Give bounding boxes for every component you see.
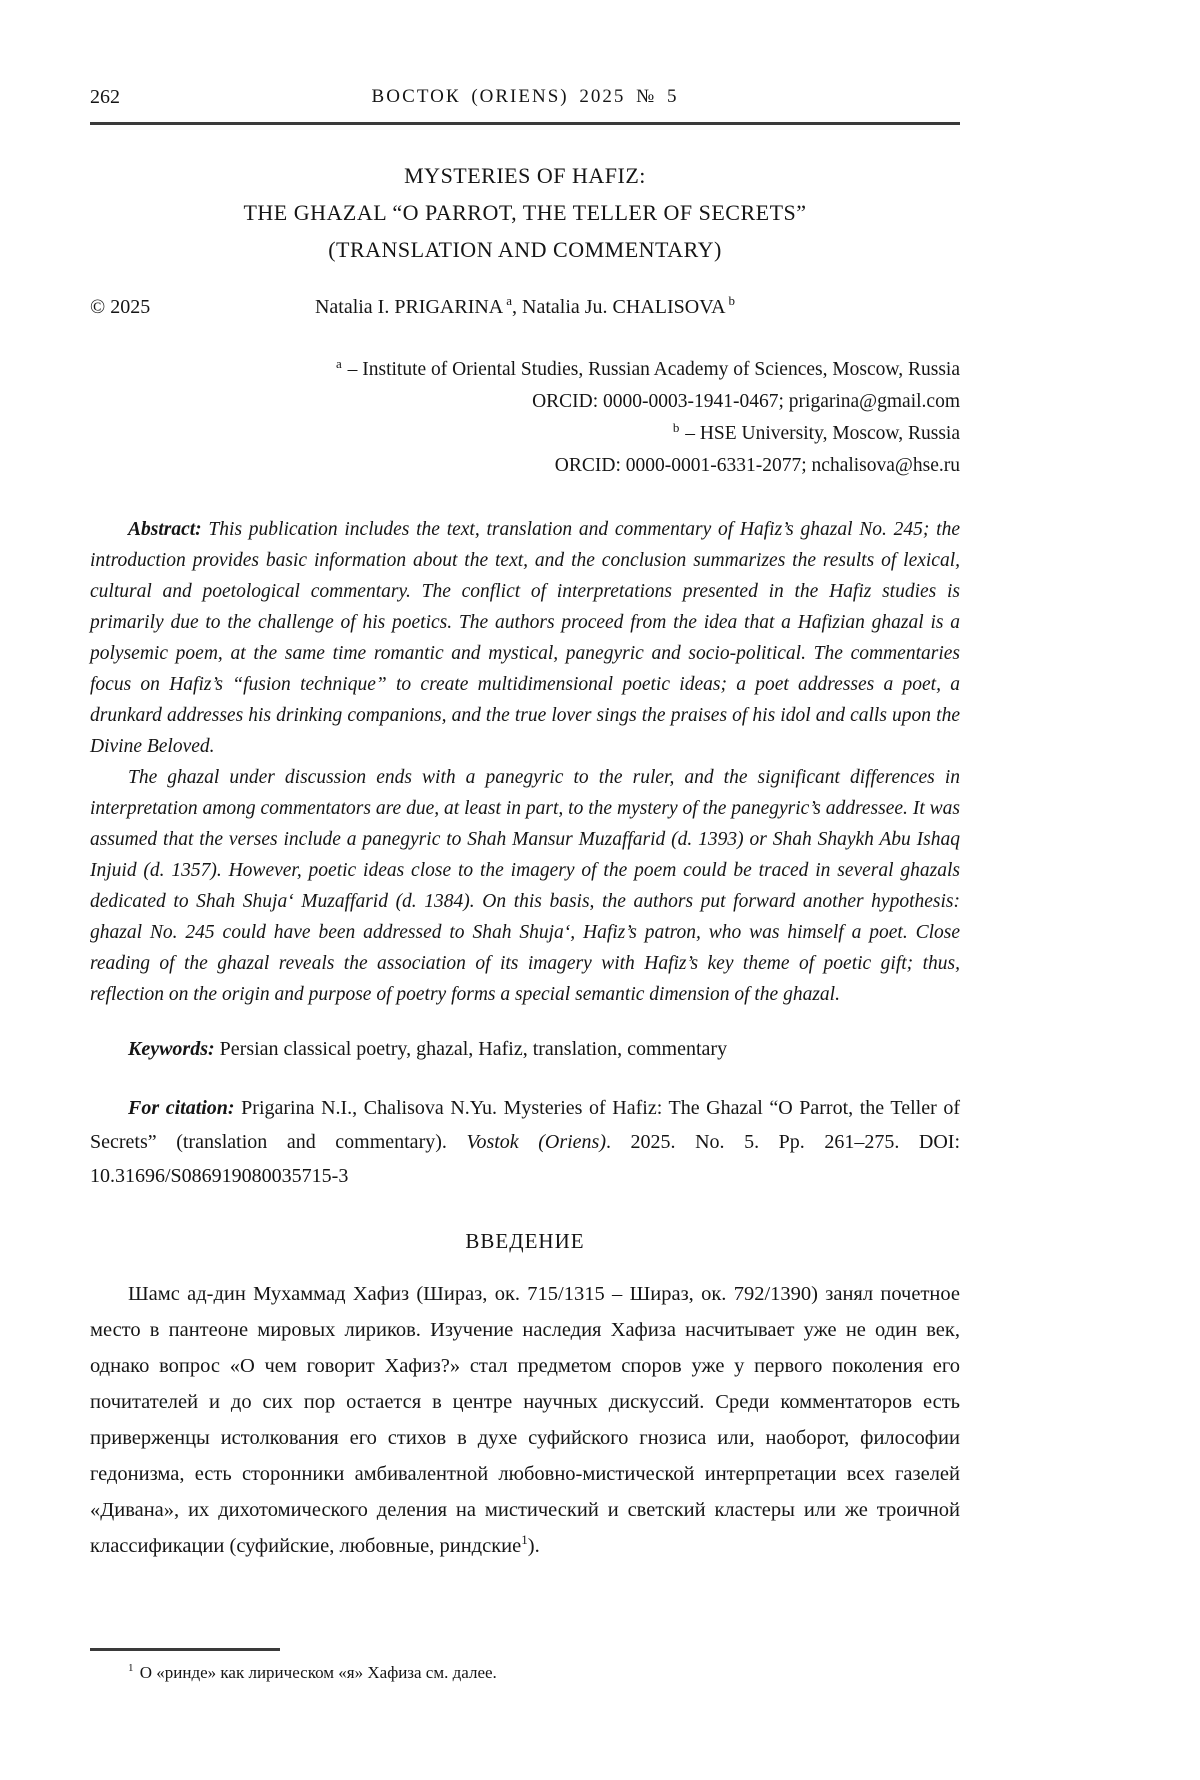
- copyright-notice: © 2025: [90, 296, 151, 318]
- abstract-section: [90, 514, 960, 1010]
- affiliation-mark: b: [672, 419, 680, 435]
- author-name-2: Natalia Ju. CHALISOVA: [522, 296, 726, 318]
- affiliation-text: – Institute of Oriental Studies, Russian Academy of Sciences, Moscow, Russia: [342, 359, 960, 380]
- footnote-reference: 1: [521, 1532, 528, 1548]
- affiliation-line: [90, 450, 960, 482]
- footnote-marker: 1: [128, 1662, 134, 1675]
- citation-journal-name: Vostok (Oriens): [466, 1131, 606, 1153]
- footnote-block: [90, 1648, 960, 1685]
- author-name-1: Natalia I. PRIGARINA: [314, 296, 504, 318]
- header-rule: [90, 122, 960, 125]
- running-head: [90, 0, 960, 114]
- affiliation-mark: a: [335, 355, 342, 371]
- affiliation-text: – HSE University, Moscow, Russia: [680, 423, 960, 444]
- citation-section: [90, 1091, 960, 1193]
- footnote-text: О «ринде» как лирическом «я» Хафиза см. далее.: [135, 1663, 497, 1682]
- byline: [90, 293, 960, 324]
- keywords-label: Keywords:: [128, 1038, 215, 1060]
- page-content: [90, 0, 960, 1564]
- footnote: [90, 1661, 960, 1685]
- abstract-text-2: The ghazal under discussion ends with a panegyric to the ruler, and the significant differences in interpretation among commentators are due, at least in part, to the mystery of the panegyric’s addressee. It was assumed that the verses include a panegyric to Shah Mansur Muzaffarid (d. 1393) or Shah Shaykh Abu Ishaq Injuid (d. 1357). However, poetic ideas close to the imagery of the poem could be traced in several ghazals dedicated to Shah Shuja‘ Muzaffarid (d. 1384). On this basis, the authors put forward another hypothesis: ghazal No. 245 could have been addressed to Shah Shuja‘, Hafiz’s patron, who was himself a poet. Close reading of the ghazal reveals the association of its imagery with Hafiz’s key theme of poetic gift; thus, reflection on the origin and purpose of poetry forms a special semantic dimension of the ghazal.: [90, 767, 960, 1005]
- introduction-paragraph: [90, 1276, 960, 1564]
- page-number: 262: [90, 86, 120, 108]
- introduction-heading: ВВЕДЕНИЕ: [465, 1229, 585, 1253]
- authors-separator: ,: [512, 296, 523, 318]
- affiliation-line: [90, 354, 960, 386]
- introduction-text-end: ).: [527, 1535, 540, 1557]
- authors-line: [90, 293, 960, 319]
- article-title-line-1: MYSTERIES OF HAFIZ:: [404, 163, 646, 188]
- affiliation-line: [90, 386, 960, 418]
- citation-text-1: Prigarina N.I., Chalisova N.Yu. Mysteries of Hafiz: The Ghazal “O Parrot, the Teller of Secrets” (translation and commentary).: [90, 1097, 960, 1153]
- keywords-text: Persian classical poetry, ghazal, Hafiz, translation, commentary: [214, 1038, 728, 1060]
- author-affiliation-mark-1: a: [506, 293, 513, 309]
- abstract-text-1: This publication includes the text, translation and commentary of Hafiz’s ghazal No. 245; the introduction provides basic information about the text, and the conclusion summarizes the results of lexical, cultural and poetological commentary. The conflict of interpretations presented in the Hafiz studies is primarily due to the challenge of his poetics. The authors proceed from the idea that a Hafizian ghazal is a polysemic poem, at the same time romantic and mystical, panegyric and socio-political. The commentaries focus on Hafiz’s “fusion technique” to create multidimensional poetic ideas; a poet addresses a poet, a drunkard addresses his drinking companions, and the true lover sings the praises of his idol and calls upon the Divine Beloved.: [90, 519, 960, 757]
- affiliations-block: [90, 354, 960, 482]
- author-affiliation-mark-2: b: [728, 293, 736, 309]
- citation-text-2: . 2025. No. 5. Pp. 261–275. DOI: 10.31696/S086919080035715-3: [90, 1131, 961, 1187]
- abstract-label: Abstract:: [128, 519, 202, 540]
- journal-title: ВОСТОК (ORIENS) 2025 № 5: [371, 86, 679, 107]
- article-title: [90, 157, 960, 268]
- affiliation-line: [90, 418, 960, 450]
- affiliation-text: ORCID: 0000-0003-1941-0467; prigarina@gmail.com: [532, 391, 960, 412]
- footnote-rule: [90, 1648, 280, 1651]
- citation-label: For citation:: [128, 1097, 235, 1119]
- introduction-text: Шамс ад-дин Мухаммад Хафиз (Шираз, ок. 715/1315 – Шираз, ок. 792/1390) занял почетное место в пантеоне мировых лириков. Изучение наследия Хафиза насчитывает уже не один век, однако вопрос «О чем говорит Хафиз?» стал предметом споров уже у первого поколения его почитателей и до сих пор остается в центре научных дискуссий. Среди комментаторов есть приверженцы истолкования его стихов в духе суфийского гнозиса или, наоборот, философии гедонизма, есть сторонники амбивалентной любовно-мистической интерпретации всех газелей «Дивана», их дихотомического деления на мистический и светский кластеры или же троичной классификации (суфийские, любовные, риндские: [90, 1283, 960, 1557]
- affiliation-text: ORCID: 0000-0001-6331-2077; nchalisova@hse.ru: [554, 455, 960, 476]
- abstract-paragraph-2: [90, 762, 960, 1010]
- keywords-section: [90, 1034, 960, 1065]
- article-title-line-2: THE GHAZAL “O PARROT, THE TELLER OF SECRETS”: [243, 200, 807, 225]
- abstract-paragraph-1: [90, 514, 960, 762]
- article-title-line-3: (TRANSLATION AND COMMENTARY): [328, 237, 722, 262]
